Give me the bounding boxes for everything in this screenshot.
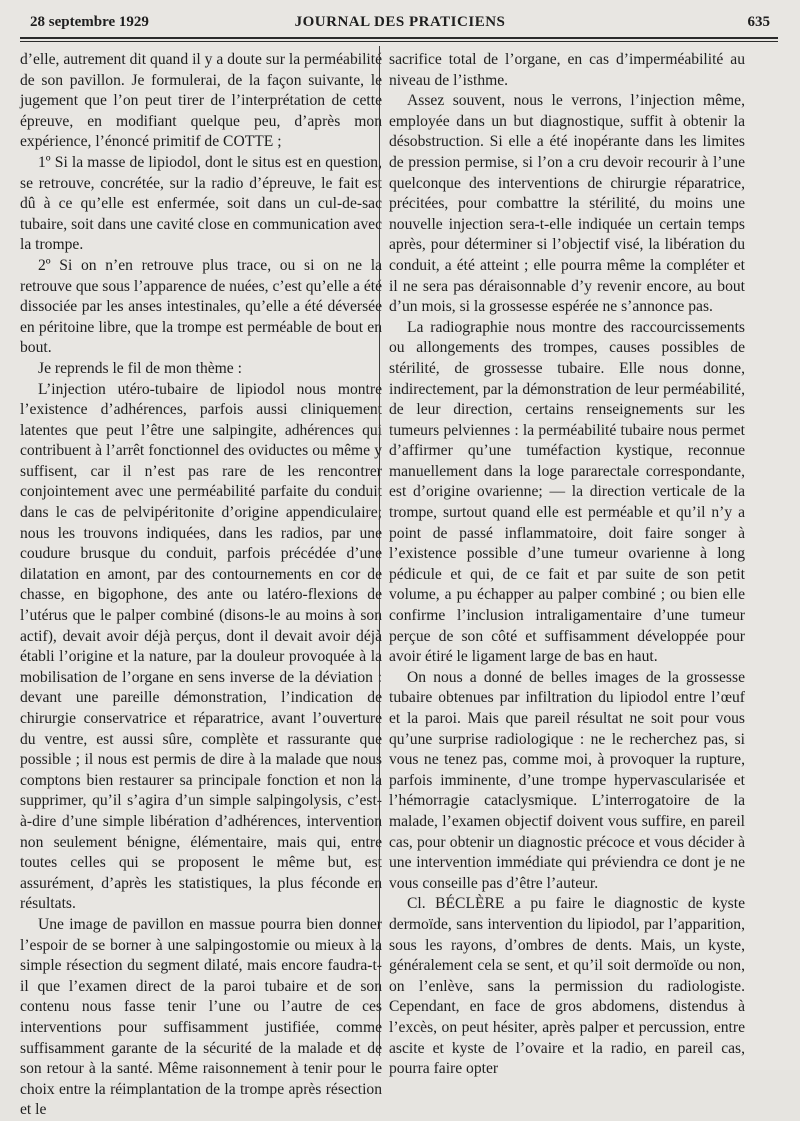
paragraph: L’injection utéro-tubaire de lipiodol nous montre l’existence d’adhérences, parfois aussi cliniquement latentes que peut l’être une salpingite, adhérences qui contribuent à l’arrêt fonctionnel des oviductes ou même y suffisent, car il n’est pas rare de les rencontrer conjointement avec une perméabilité parfaite du conduit dans le cas de pelvipéritonite d’origine appendiculaire; nous les trouvons indiquées, dans les radios, par une coudure brusque du conduit, parfois précédée d’une dilatation en amont, par des contournements en cor de chasse, en bigophone, des ante ou latéro-flexions de l’utérus que le palper combiné (disons-le au moins à son actif), devait avoir déjà perçus, dont il devait avoir déjà établi l’origine et la nature, par la douleur provoquée à la mobilisation de l’organe en sens inverse de la déviation : devant une pareille démonstration, l’indication de chirurgie conservatrice et réparatrice, avant l’ouverture du ventre, est aussi sûre, complète et rassurante que possible ; il nous est permis de dire à la malade que nous comptons bien restaurer sa principale fonction et non la supprimer, qu’il s’agira d’un simple salpingolysis, c’est-à-dire d’une simple libération d’adhérences, intervention non seulement bénigne, élémentaire, mais qui, entre toutes celles qui se proposent le même but, est assurément, d’après les statistiques, la plus féconde en résultats. xyxy=(20,380,382,913)
paragraph: 2º Si on n’en retrouve plus trace, ou si on ne la retrouve que sous l’apparence de nuées, c’est qu’elle a été dissociée par les anses intestinales, qu’elle a été déversée en péritoine libre, que la trompe est perméable de bout en bout. xyxy=(20,256,382,357)
right-column xyxy=(389,50,745,1080)
paragraph: Assez souvent, nous le verrons, l’injection même, employée dans un but diagnostique, suffit à obtenir la désobstruction. Si elle a été inopérante dans les limites de pression permise, si l’on a cru devoir recourir à l’une quelconque des interventions de chirurgie réparatrice, précitées, pour combattre la stérilité, du moins une nouvelle injection sera-t-elle indiquée un certain temps après, pour déterminer si l’objectif visé, la libération du conduit, a été atteint ; elle pourra même la compléter et il ne sera pas déraisonnable d’y revenir encore, au bout d’un mois, si la grossesse espérée ne s’annonce pas. xyxy=(389,92,745,316)
paragraph: 1º Si la masse de lipiodol, dont le situs est en question, se retrouve, concrétée, sur la radio d’épreuve, le fait est dû à ce qu’elle est enfermée, soit dans un cul-de-sac tubaire, soit dans une cavité close en communication avec la trompe. xyxy=(20,153,382,254)
header-rule xyxy=(20,37,778,39)
paragraph: La radiographie nous montre des raccourcissements ou allongements des trompes, causes possibles de stérilité, de grossesse tubaire. Elle nous donne, indirectement, par la démonstration de leur perméabilité, de leur direction, certains renseignements sur les tumeurs pelviennes : la perméabilité tubaire nous permet d’affirmer qu’une tuméfaction kystique, reconnue manuellement dans la loge pararectale correspondante, est d’origine ovarienne; — la direction verticale de la trompe, surtout quand elle est perméable et qu’il n’y a point de passé inflammatoire, doit faire songer à l’existence possible d’une tumeur ovarienne à long pédicule et qui, de ce fait et par suite de son petit volume, a pu échapper au palper combiné ; ou bien elle confirme l’inclusion intraligamentaire d’une tumeur perçue de son côté et suffisamment développée pour avoir étiré le ligament large de bas en haut. xyxy=(389,318,745,666)
paragraph: Je reprends le fil de mon thème : xyxy=(38,359,242,377)
header-rule-thin xyxy=(20,41,778,42)
paragraph: sacrifice total de l’organe, en cas d’imperméabilité au niveau de l’isthme. xyxy=(389,51,745,89)
paragraph: Une image de pavillon en massue pourra bien donner l’espoir de se borner à une salpingostomie ou mieux à la simple résection du segment dilaté, mais encore faudra-t-il que l’examen direct de la paroi tubaire et de son contenu nous fasse tenir l’une ou l’autre de ces interventions pour suffisamment justifiée, comme suffisamment garante de la sécurité de la malade et de son retour à la santé. Même raisonnement à tenir pour le choix entre la réimplantation de la trompe après résection et le xyxy=(20,915,382,1119)
page-header xyxy=(30,14,770,36)
journal-title: JOURNAL DES PRATICIENS xyxy=(294,14,506,30)
paragraph: On nous a donné de belles images de la grossesse tubaire obtenues par infiltration du lipiodol entre l’œuf et la paroi. Mais que pareil résultat ne soit pour vous qu’une surprise radiologique : ne le recherchez pas, si vous ne tenez pas, comme moi, à provoquer la rupture, parfois imminente, d’une trompe hypervascularisée et l’hémorragie cataclysmique. L’interrogatoire de la malade, l’examen objectif doivent vous suffire, en pareil cas, pour obtenir un diagnostic précoce et vous décider à une intervention immédiate qui préviendra ce dont je ne vous conseille pas d’être l’auteur. xyxy=(389,668,745,892)
header-date: 28 septembre 1929 xyxy=(30,14,149,30)
paragraph: Cl. BÉCLÈRE a pu faire le diagnostic de kyste dermoïde, sans intervention du lipiodol, par l’apparition, sous les rayons, d’ombres de dents. Mais, un kyste, généralement cela se sent, et qu’il soit dermoïde ou non, on l’enlève, sans la permission du radiologiste. Cependant, en face de gros abdomens, distendus à l’excès, on peut hésiter, après palper et percussion, entre ascite et kyste de l’ovaire et la radio, en pareil cas, pourra faire opter xyxy=(389,895,745,1078)
left-column xyxy=(20,50,382,1121)
column-divider xyxy=(379,46,380,1056)
paragraph: d’elle, autrement dit quand il y a doute sur la perméabilité de son pavillon. Je formulerai, de la façon suivante, le jugement que l’on peut tirer de l’interprétation de cette épreuve, en modifiant quelque peu, d’après mon expérience, l’énoncé primitif de COTTE ; xyxy=(20,51,382,151)
page-number: 635 xyxy=(747,14,770,30)
